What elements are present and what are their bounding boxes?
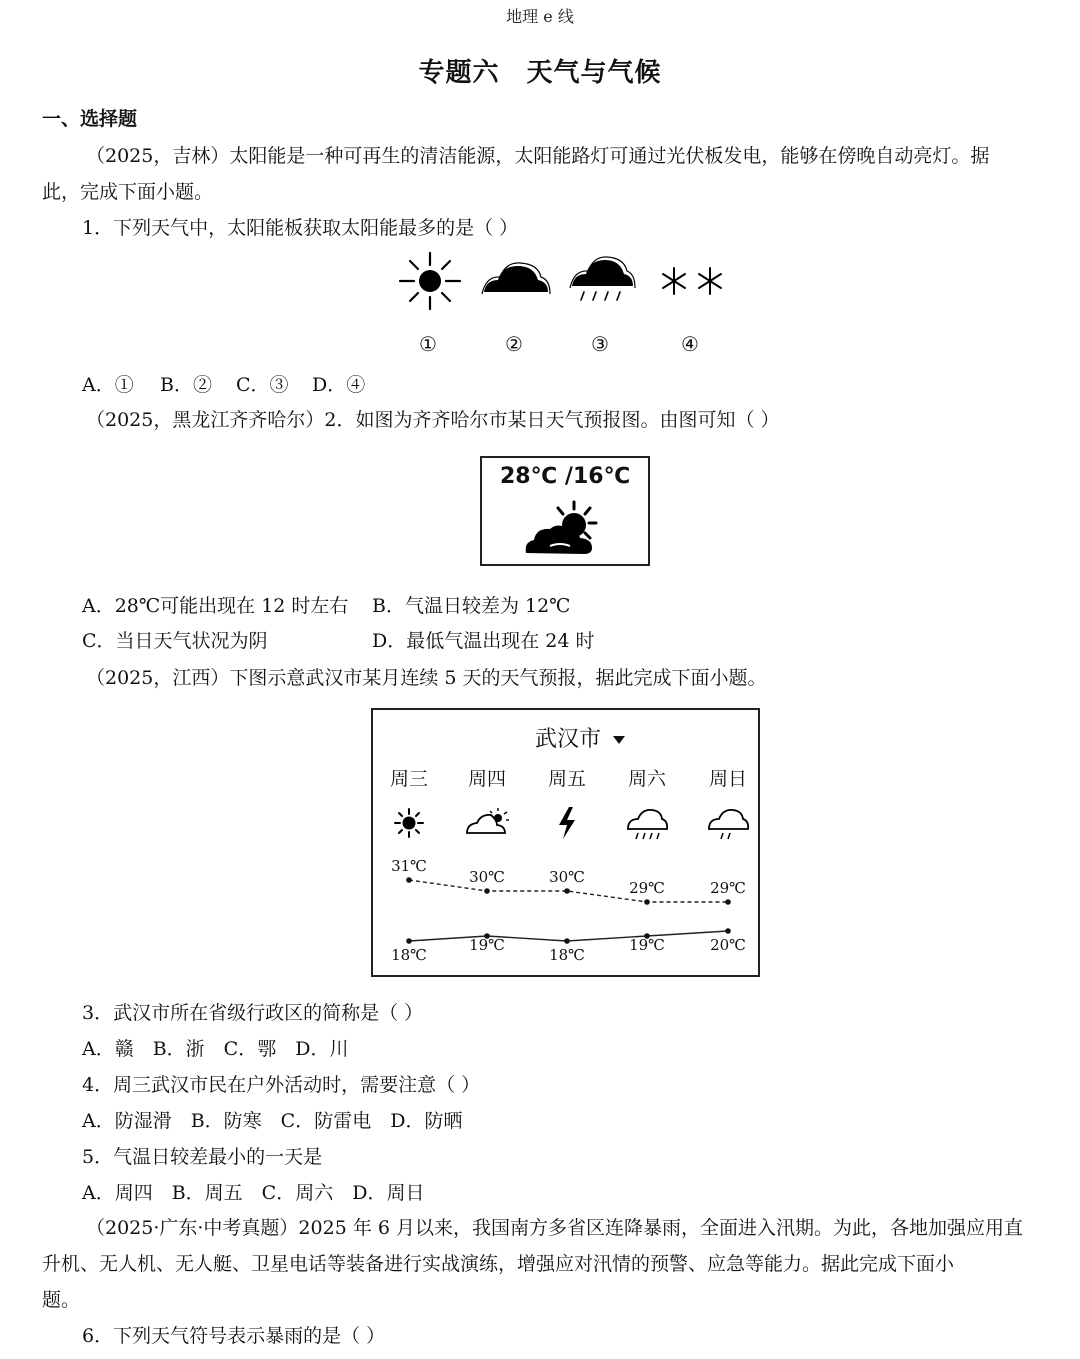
- rain-icon: [570, 257, 635, 300]
- q2-option-d: D．最低气温出现在 24 时: [372, 630, 595, 652]
- day-label: 周日: [708, 768, 748, 790]
- wuhan-city: 武汉市: [534, 727, 602, 752]
- sunny-icon: [400, 253, 460, 309]
- high-temp-point: [725, 899, 731, 905]
- q1-context-line2: 此，完成下面小题。: [42, 181, 214, 203]
- q5-options: A．周四 B．周五 C．周六 D．周日: [82, 1182, 425, 1204]
- high-temp-label: 30℃: [549, 868, 585, 886]
- q1-symbols: [390, 248, 740, 318]
- low-temp-label: 18℃: [391, 946, 427, 964]
- q1-option-a: A．①: [82, 374, 134, 396]
- day-label: 周六: [627, 768, 667, 790]
- cloudy-icon: [482, 263, 550, 294]
- high-temp-point: [644, 899, 650, 905]
- q4-options: A．防湿滑 B．防寒 C．防雷电 D．防晒: [82, 1110, 463, 1132]
- low-temp-label: 19℃: [469, 936, 505, 954]
- rain-icon: [709, 810, 748, 839]
- high-temp-label: 31℃: [391, 857, 427, 875]
- day-label: 周三: [389, 768, 429, 790]
- page-title: 专题六 天气与气候: [418, 58, 662, 88]
- q1-stem: 1．下列天气中，太阳能板获取太阳能最多的是（ ）: [82, 217, 519, 239]
- sunny-icon: [395, 809, 423, 837]
- wuhan-forecast-chart: [373, 710, 758, 975]
- q1-option-c: C．③: [236, 374, 289, 396]
- q2-option-b: B．气温日较差为 12℃: [372, 595, 571, 617]
- q3-options: A．赣 B．浙 C．鄂 D．川: [82, 1038, 349, 1060]
- high-temp-label: 29℃: [710, 879, 746, 897]
- high-temp-point: [406, 877, 412, 883]
- section-heading: 一、选择题: [42, 108, 138, 130]
- q3-context: （2025，江西）下图示意武汉市某月连续 5 天的天气预报，据此完成下面小题。: [86, 667, 767, 689]
- q1-option-b: B．②: [160, 374, 212, 396]
- q1-context-line1: （2025，吉林）太阳能是一种可再生的清洁能源，太阳能路灯可通过光伏板发电，能够在傍晚自动亮灯。据: [86, 145, 990, 167]
- day-label: 周四: [467, 768, 507, 790]
- high-temp-label: 30℃: [469, 868, 505, 886]
- q6-context-line3: 题。: [42, 1289, 81, 1311]
- wuhan-forecast-panel: [371, 708, 760, 977]
- high-temp-point: [564, 888, 570, 894]
- low-temp-point: [406, 938, 412, 944]
- symbol-label-1: ①: [419, 332, 437, 356]
- symbol-label-2: ②: [505, 332, 523, 356]
- high-temp-point: [484, 888, 490, 894]
- q3-stem: 3．武汉市所在省级行政区的简称是（ ）: [82, 1002, 424, 1024]
- q1-option-d: D．④: [312, 374, 366, 396]
- low-temp-label: 20℃: [710, 936, 746, 954]
- symbol-label-4: ④: [681, 332, 699, 356]
- q2-option-c: C．当日天气状况为阴: [82, 630, 268, 652]
- low-temp-label: 19℃: [629, 936, 665, 954]
- q4-stem: 4．周三武汉市民在户外活动时，需要注意（ ）: [82, 1074, 481, 1096]
- symbol-label-3: ③: [591, 332, 609, 356]
- rain-icon: [628, 810, 667, 839]
- low-temp-label: 18℃: [549, 946, 585, 964]
- snow-icon: [663, 268, 721, 294]
- q6-context-line1: （2025·广东·中考真题）2025 年 6 月以来，我国南方多省区连降暴雨，全面进入汛期。为此，各地加强应用直: [86, 1217, 1023, 1239]
- q5-stem: 5．气温日较差最小的一天是: [82, 1146, 323, 1168]
- dropdown-triangle-icon: [613, 736, 625, 744]
- q2-forecast-temps: 28℃ /16℃: [500, 464, 631, 489]
- q2-forecast-box: [480, 456, 650, 566]
- high-temp-label: 29℃: [629, 879, 665, 897]
- thunder-icon: [559, 807, 575, 839]
- sun-behind-cloud-icon: [520, 498, 610, 558]
- q2-stem: （2025，黑龙江齐齐哈尔）2．如图为齐齐哈尔市某日天气预报图。由图可知（ ）: [86, 409, 780, 431]
- q2-option-a: A．28℃可能出现在 12 时左右: [82, 595, 349, 617]
- low-temp-point: [725, 928, 731, 934]
- q6-stem: 6．下列天气符号表示暴雨的是（ ）: [82, 1325, 386, 1347]
- low-temp-point: [564, 938, 570, 944]
- q6-context-line2: 升机、无人机、无人艇、卫星电话等装备进行实战演练，增强应对汛情的预警、应急等能力。据此完成下面小: [42, 1253, 955, 1275]
- page-header: 地理 e 线: [506, 7, 574, 26]
- partly-cloudy-icon: [467, 808, 509, 833]
- day-label: 周五: [547, 768, 587, 790]
